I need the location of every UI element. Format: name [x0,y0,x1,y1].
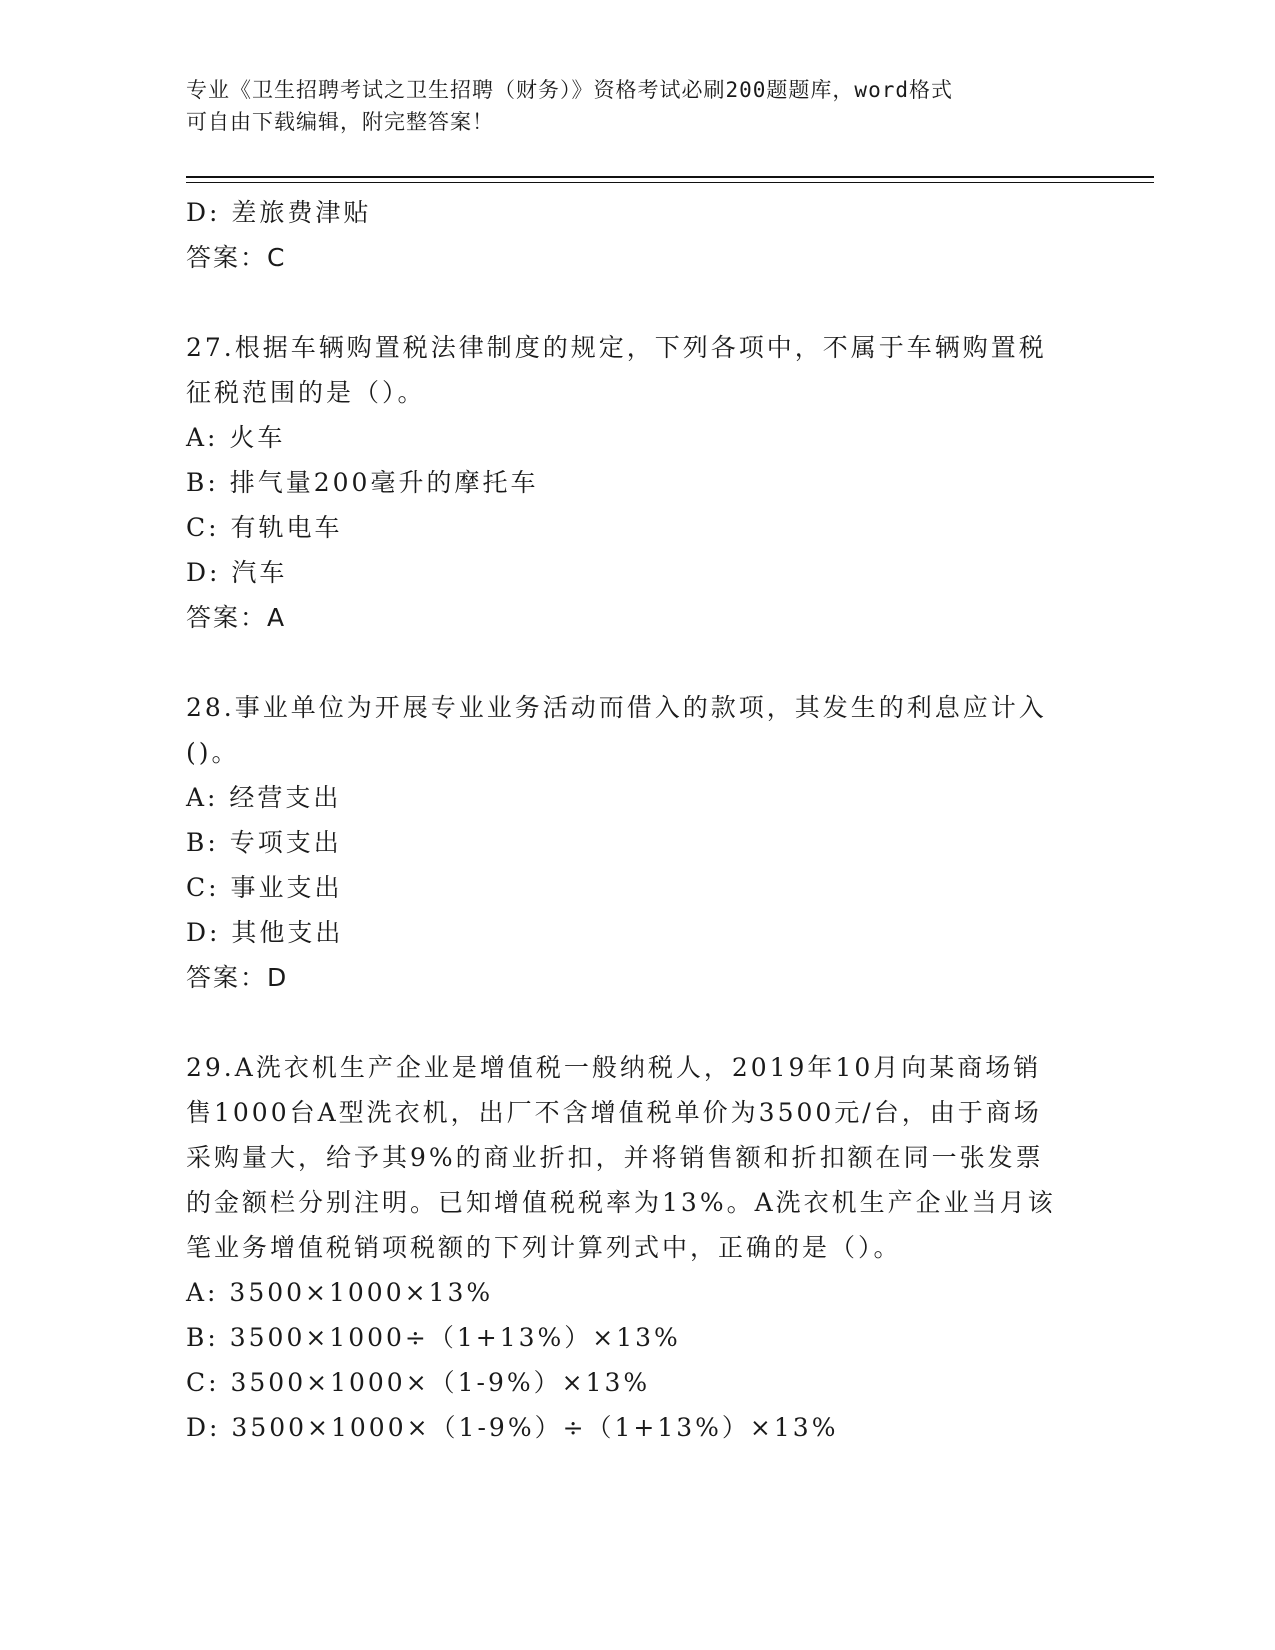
question-text-line: 采购量大，给予其9%的商业折扣，并将销售额和折扣额在同一张发票 [186,1143,1044,1172]
header-divider-thick [186,176,1154,178]
answer-line: 答案：C [186,243,287,272]
document-header [186,74,1086,138]
option-d: D: 3500×1000×（1-9%）÷（1+13%）×13% [186,1413,839,1442]
option-a: A: 火车 [186,423,286,452]
header-title-line-1: 专业《卫生招聘考试之卫生招聘（财务）》资格考试必刷200题题库，word格式 [186,78,953,102]
question-text-line: 29.A洗衣机生产企业是增值税一般纳税人，2019年10月向某商场销 [186,1053,1042,1082]
question-29 [186,1045,1086,1450]
header-title-line-2: 可自由下载编辑，附完整答案！ [186,110,494,134]
question-27 [186,325,1086,640]
option-b: B: 3500×1000÷（1+13%）×13% [186,1323,681,1352]
question-28 [186,685,1086,1000]
previous-question-tail [186,190,1086,280]
answer-line: 答案：A [186,603,287,632]
question-text-line: 的金额栏分别注明。已知增值税税率为13%。A洗衣机生产企业当月该 [186,1188,1056,1217]
option-b: B: 专项支出 [186,828,342,857]
option-d: D: 其他支出 [186,918,344,947]
option-b: B: 排气量200毫升的摩托车 [186,468,539,497]
option-d: D: 差旅费津贴 [186,198,372,227]
option-a: A: 经营支出 [186,783,342,812]
option-d: D: 汽车 [186,558,288,587]
option-c: C: 有轨电车 [186,513,343,542]
question-text-line: 征税范围的是（）。 [186,378,426,407]
answer-line: 答案：D [186,963,289,992]
question-list [186,190,1086,1450]
option-c: C: 事业支出 [186,873,343,902]
header-divider-thin [186,182,1154,183]
question-text-line: 售1000台A型洗衣机，出厂不含增值税单价为3500元/台，由于商场 [186,1098,1042,1127]
question-text-line: 28.事业单位为开展专业业务活动而借入的款项，其发生的利息应计入 [186,693,1047,722]
question-text-line: 笔业务增值税销项税额的下列计算列式中，正确的是（）。 [186,1233,902,1262]
question-text-line: ()。 [186,738,240,767]
option-c: C: 3500×1000×（1-9%）×13% [186,1368,651,1397]
option-a: A: 3500×1000×13% [186,1278,494,1307]
question-text-line: 27.根据车辆购置税法律制度的规定，下列各项中，不属于车辆购置税 [186,333,1047,362]
